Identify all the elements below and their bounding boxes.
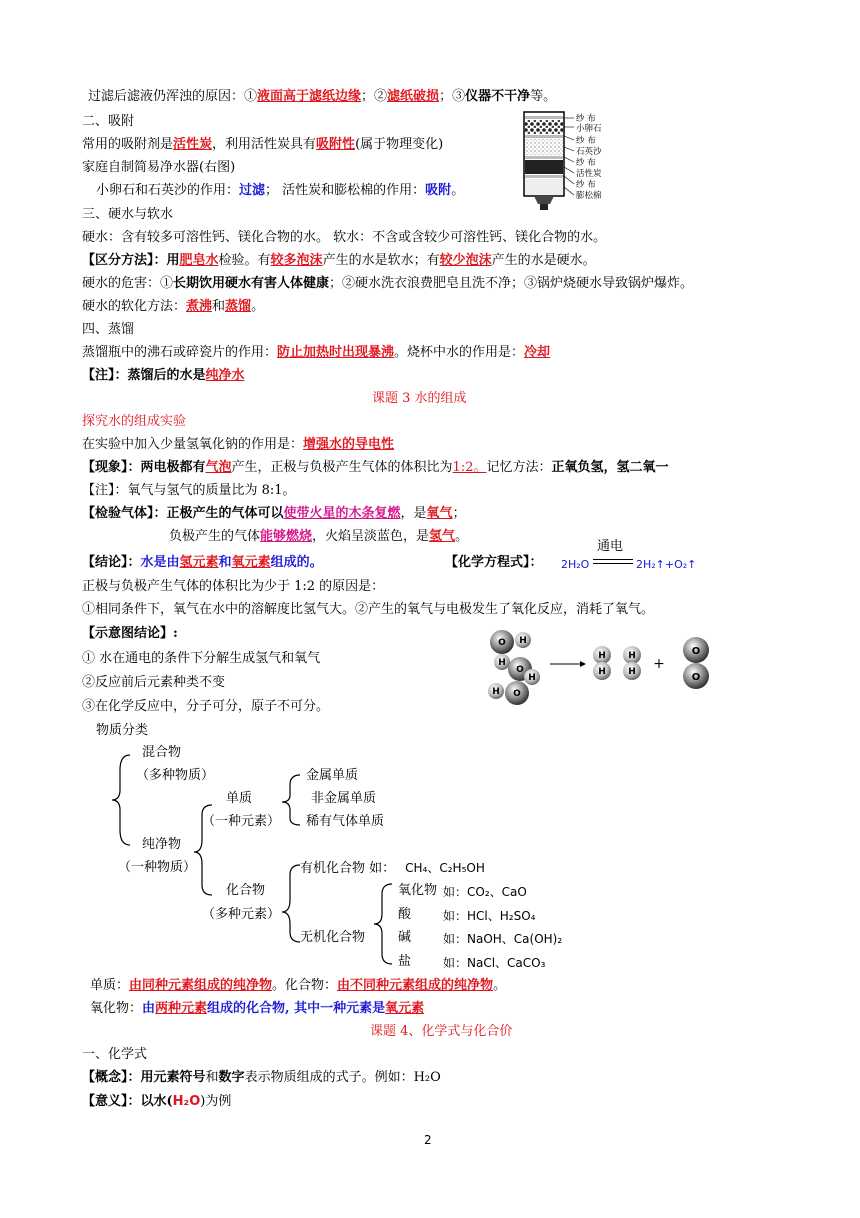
text: ； 活性炭和膨松棉的作用：	[265, 183, 426, 198]
text: 记忆方法：	[486, 460, 552, 475]
node-nonmetal: 非金属单质	[311, 791, 377, 806]
reaction-arrow	[550, 661, 586, 667]
keyword: 两种元素	[155, 1001, 208, 1016]
filter-label-3: 石英沙	[576, 147, 602, 157]
hardwater-definition: 硬水：含有较多可溶性钙、镁化合物的水。 软水：不含或含较少可溶性钙、镁化合物的水。	[82, 230, 607, 245]
keyword: 较少泡沫	[439, 253, 492, 268]
node-acid: 酸	[398, 907, 412, 922]
svg-text:O: O	[513, 689, 521, 699]
filter-label-2: 纱 布	[576, 136, 596, 146]
topic3-subheading: 探究水的组成实验	[82, 414, 187, 429]
filter-function-line	[96, 182, 464, 200]
text: 【意义】：以水(	[82, 1094, 173, 1109]
text: ；	[452, 506, 466, 521]
svg-text:H: H	[628, 667, 636, 677]
text: ，利用活性炭具有	[212, 137, 317, 152]
text: )为例	[200, 1094, 232, 1109]
negative-gas-line	[169, 528, 468, 546]
phenomenon-line	[82, 459, 669, 477]
page-number: 2	[424, 1133, 432, 1147]
pebble-layer	[525, 120, 563, 134]
mass-ratio-line: 【注】：氧气与氢气的质量比为 8:1。	[82, 483, 296, 498]
keyword: 氧元素	[385, 1001, 425, 1016]
keyword: 防止加热时出现暴沸	[277, 345, 395, 360]
node-compound: 化合物	[226, 883, 266, 898]
keyword: 肥皂水	[179, 253, 219, 268]
filtration-line	[88, 88, 556, 106]
node-mixture-sub: （多种物质）	[136, 768, 215, 783]
equation-condition: 通电	[597, 539, 624, 554]
node-element: 单质	[226, 791, 253, 806]
sand-layer	[525, 139, 563, 155]
section-heading-adsorption: 二、吸附	[82, 114, 135, 129]
text: ；②硬水洗衣浪费肥皂且洗不净；③锅炉烧硬水导致锅炉爆炸。	[329, 276, 694, 291]
water-filter-illustration	[518, 110, 638, 218]
reason-2: 滤纸破损	[387, 89, 440, 104]
salt-examples: 如：NaCl、CaCO₃	[443, 956, 546, 970]
text: 产生的水是软水；有	[322, 253, 440, 268]
softening-line	[82, 298, 264, 316]
filter-label-7: 膨松棉	[576, 191, 602, 201]
water-molecules	[488, 630, 540, 705]
keyword: 冷却	[524, 345, 551, 360]
keyword: 使带火星的木条复燃	[283, 506, 401, 521]
filter-label-6: 纱 布	[576, 180, 596, 190]
filter-label-1: 小卵石	[576, 124, 602, 134]
hydrogen-molecules	[593, 646, 641, 680]
naoh-line	[82, 436, 394, 454]
diagram-conclusion-2: ②反应前后元素种类不变	[82, 675, 226, 690]
gas-test-line	[82, 505, 466, 523]
text: 产生，正极与负极产生气体的体积比为	[231, 460, 453, 475]
topic3-title: 课题 3 水的组成	[372, 391, 467, 406]
svg-text:H: H	[492, 687, 500, 697]
text: ；②	[361, 89, 388, 104]
text: 等。	[530, 89, 557, 104]
text: 。烧杯中水的作用是：	[394, 345, 525, 360]
keyword: 煮沸	[186, 299, 213, 314]
oxide-examples: 如：CO₂、CaO	[443, 885, 527, 899]
text: (属于物理变化)	[355, 137, 444, 152]
topic4-title: 课题 4、化学式与化合价	[370, 1024, 513, 1039]
svg-text:H: H	[528, 673, 536, 683]
keyword: 元素符号	[153, 1070, 206, 1085]
keyword: H₂O	[172, 1094, 201, 1109]
keyword: 吸附	[425, 183, 452, 198]
keyword: 较多泡沫	[270, 253, 323, 268]
distinguish-line	[82, 252, 596, 270]
node-metal: 金属单质	[306, 768, 359, 783]
keyword: 正氧负氢，氢二氧一	[551, 460, 669, 475]
text: 产生的水是硬水。	[491, 253, 596, 268]
keyword: 气泡	[205, 460, 232, 475]
text: 【结论】：	[82, 555, 141, 570]
classification-title: 物质分类	[96, 723, 149, 738]
section-heading-distill: 四、蒸馏	[82, 322, 135, 337]
filter-label-5: 活性炭	[576, 169, 602, 179]
conclusion-line	[82, 554, 323, 572]
text: 硬水的危害：①	[82, 276, 174, 291]
text: 氧化物：	[90, 1001, 143, 1016]
svg-text:H: H	[519, 636, 527, 646]
inorganic-bracket	[370, 880, 400, 970]
equation-left: 2H₂O	[561, 558, 590, 571]
oxygen-molecule	[683, 637, 709, 689]
distill-line	[82, 344, 550, 362]
reason-3: 仪器不干净	[465, 89, 531, 104]
cotton-layer	[525, 179, 563, 195]
text: 小卵石和石英沙的作用：	[96, 183, 240, 198]
reason-1: 液面高于滤纸边缘	[257, 89, 362, 104]
equation-equals-sign	[593, 558, 633, 566]
keyword: 氧气	[426, 506, 453, 521]
keyword: 1:2。	[452, 460, 487, 475]
home-filter-line: 家庭自制简易净水器(右图)	[82, 160, 236, 175]
node-organic	[300, 859, 485, 878]
text: 蒸馏瓶中的沸石或碎瓷片的作用：	[82, 345, 278, 360]
text: 有机化合物 如：	[300, 861, 396, 876]
text: ，是	[400, 506, 427, 521]
node-pure-sub: （一种物质）	[118, 860, 197, 875]
ratio-answer: ①相同条件下，氧气在水中的溶解度比氢气大。②产生的氧气与电极发生了氧化反应，消耗了氧气。	[82, 602, 655, 617]
base-examples: 如：NaOH、Ca(OH)₂	[443, 932, 563, 946]
filter-label-4: 纱 布	[576, 158, 596, 168]
node-element-sub: （一种元素）	[202, 814, 281, 829]
keyword: 纯净水	[205, 368, 245, 383]
element-compound-definition	[90, 977, 506, 995]
equation-right: 2H₂↑+O₂↑	[636, 558, 697, 571]
node-pure: 纯净物	[142, 837, 182, 852]
text: 检验。有	[218, 253, 271, 268]
svg-text:H: H	[628, 651, 636, 661]
text: 。	[455, 529, 469, 544]
keyword: 由同种元素组成的纯净物	[129, 978, 273, 993]
acid-examples: 如：HCl、H₂SO₄	[443, 909, 536, 923]
keyword: 增强水的导电性	[303, 437, 395, 452]
text: 单质：	[90, 978, 130, 993]
text: 【现象】：两电极都有	[82, 460, 206, 475]
keyword: 吸附性	[316, 137, 356, 152]
meaning-line	[82, 1093, 231, 1111]
text: 【化学方程式】：	[445, 555, 543, 570]
svg-text:O: O	[691, 672, 701, 683]
concept-line	[82, 1069, 441, 1087]
text: 由	[142, 1001, 156, 1016]
keyword: 氧元素	[231, 555, 271, 570]
text: 【概念】：用	[82, 1070, 154, 1085]
example: CH₄、C₂H₅OH	[405, 861, 485, 875]
filter-label-0: 纱 布	[576, 114, 596, 124]
keyword: 能够燃烧	[260, 529, 313, 544]
node-base: 碱	[398, 930, 412, 945]
node-oxide: 氧化物	[398, 883, 438, 898]
svg-text:H: H	[598, 667, 606, 677]
keyword: 蒸馏	[225, 299, 252, 314]
text: 和	[205, 1070, 219, 1085]
text: 水是由	[140, 555, 180, 570]
diagram-conclusion-3: ③在化学反应中，分子可分，原子不可分。	[82, 699, 330, 714]
diagram-conclusion-1: ① 水在通电的条件下分解生成氢气和氧气	[82, 651, 321, 666]
svg-text:O: O	[691, 646, 701, 657]
text: 和	[218, 555, 232, 570]
svg-text:H: H	[598, 651, 606, 661]
text: 。	[251, 299, 265, 314]
text: 负极产生的气体	[169, 529, 261, 544]
electrolysis-molecule-diagram	[480, 626, 720, 708]
keyword: 氢气	[429, 529, 456, 544]
node-inorganic: 无机化合物	[300, 930, 366, 945]
charcoal-layer	[525, 160, 563, 174]
section-heading-formula: 一、化学式	[82, 1047, 148, 1062]
text: 常用的吸附剂是	[82, 137, 174, 152]
text: 过滤后滤液仍浑浊的原因：①	[88, 89, 258, 104]
keyword: 过滤	[239, 183, 266, 198]
text: ；③	[439, 89, 466, 104]
text: 。	[451, 183, 465, 198]
distill-note	[82, 367, 245, 385]
text: 组成的。	[270, 555, 323, 570]
svg-text:O: O	[498, 638, 506, 648]
svg-text:H: H	[498, 658, 506, 668]
oxide-definition	[90, 1000, 424, 1018]
text: ，火焰呈淡蓝色，是	[312, 529, 430, 544]
text: 在实验中加入少量氢氧化钠的作用是：	[82, 437, 304, 452]
node-noble-gas: 稀有气体单质	[306, 814, 385, 829]
text: 和	[212, 299, 226, 314]
node-salt: 盐	[398, 954, 412, 969]
text: 【区分方法】：用	[82, 253, 180, 268]
diagram-heading: 【示意图结论】:	[82, 626, 178, 641]
text: 【注】：蒸馏后的水是	[82, 368, 206, 383]
text: 组成的化合物, 其中一种元素是	[207, 1001, 386, 1016]
text: 。	[493, 978, 507, 993]
equation-label	[445, 554, 543, 572]
ratio-question: 正极与负极产生气体的体积比为少于 1:2 的原因是：	[82, 579, 385, 594]
keyword: 氢元素	[179, 555, 219, 570]
svg-text:O: O	[516, 665, 524, 675]
node-compound-sub: （多种元素）	[202, 907, 281, 922]
adsorbent-line	[82, 136, 443, 154]
text: 硬水的软化方法：	[82, 299, 187, 314]
text: 表示物质组成的式子。例如：H₂O	[244, 1070, 441, 1085]
plus-sign: +	[653, 656, 665, 672]
section-heading-hardwater: 三、硬水与软水	[82, 207, 174, 222]
keyword: 由不同种元素组成的纯净物	[337, 978, 494, 993]
text: 【检验气体】：正极产生的气体可以	[82, 506, 284, 521]
node-mixture: 混合物	[142, 745, 182, 760]
hardwater-harm-line	[82, 275, 693, 293]
keyword: 活性炭	[173, 137, 213, 152]
keyword: 长期饮用硬水有害人体健康	[173, 276, 330, 291]
text: 。化合物：	[272, 978, 338, 993]
keyword: 数字	[218, 1070, 245, 1085]
